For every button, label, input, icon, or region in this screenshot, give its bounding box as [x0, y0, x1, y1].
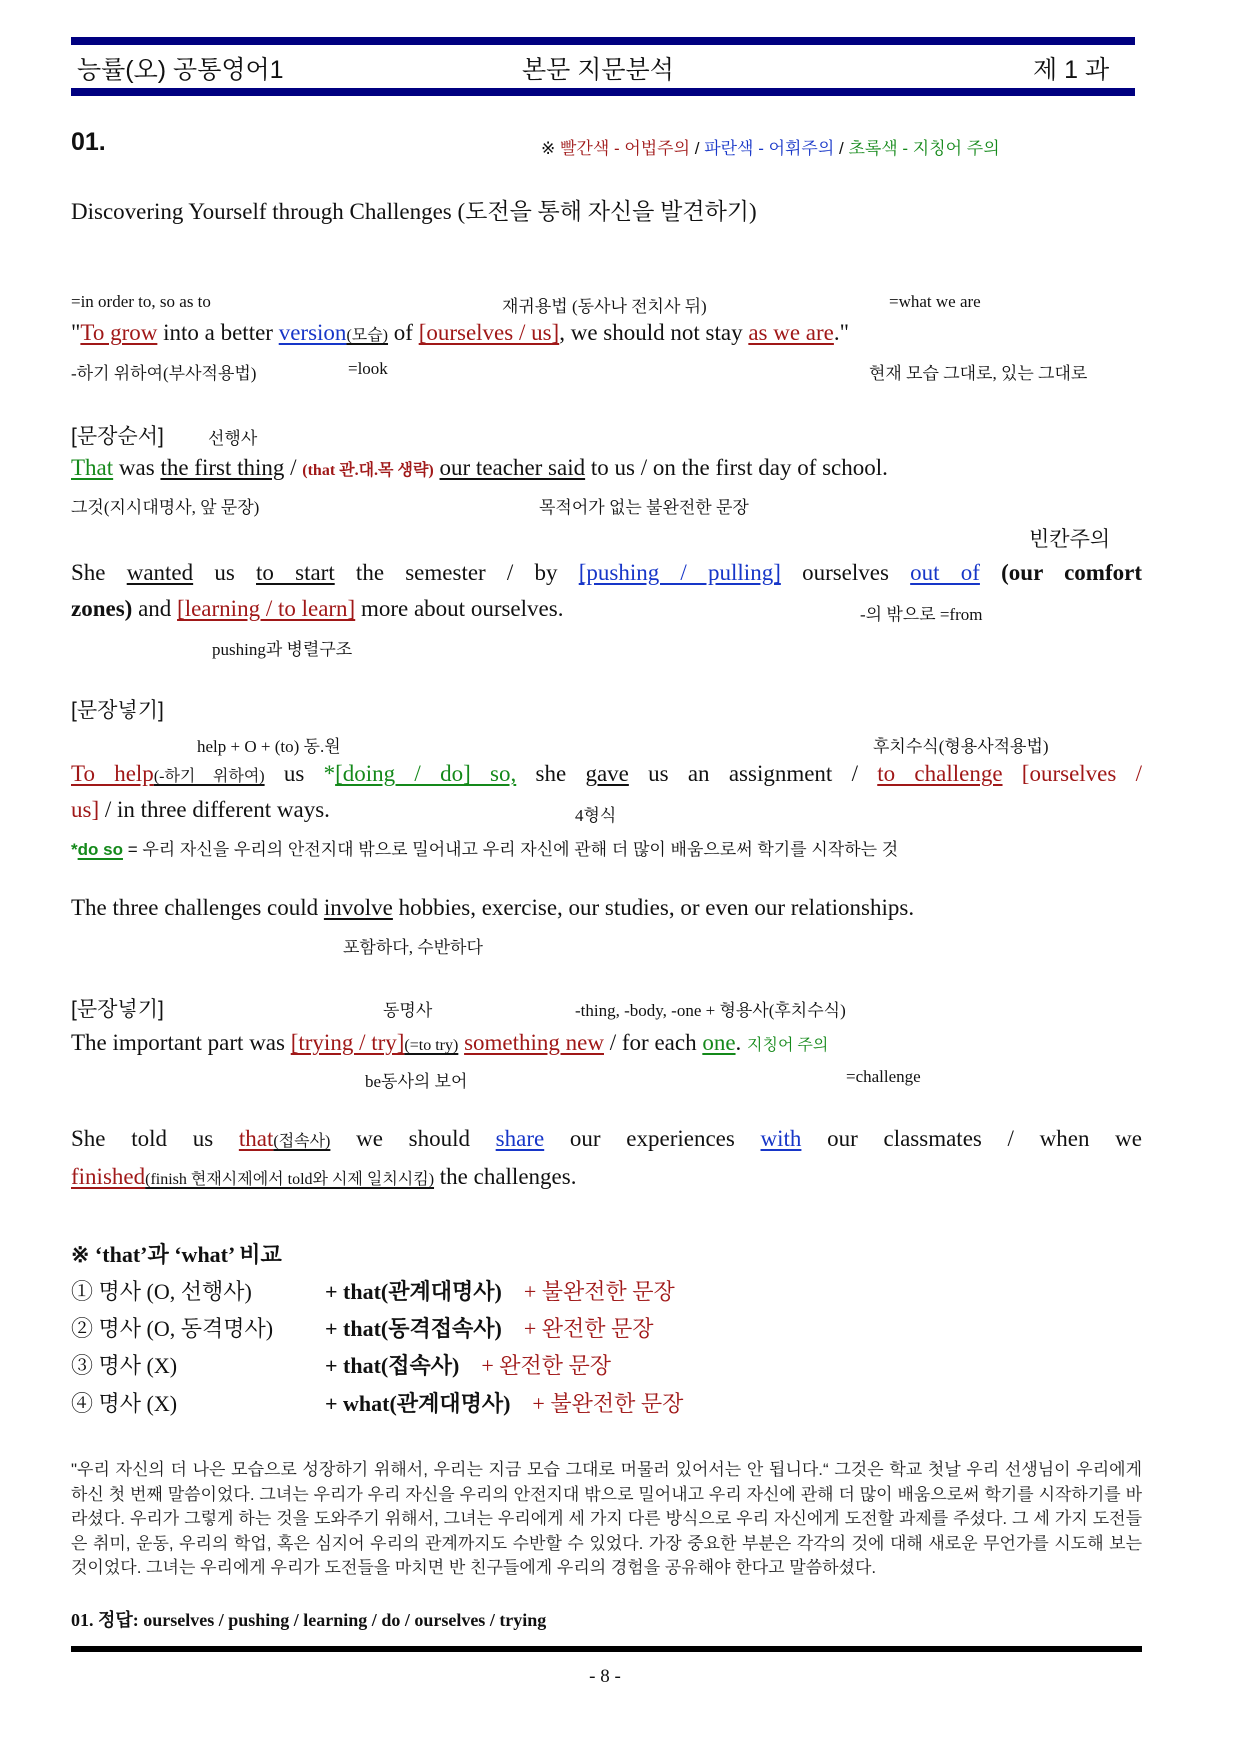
sentence-7-line-1: [71, 1126, 1142, 1152]
compare-result: + 불완전한 문장: [523, 1279, 675, 1304]
text-segment: (모습): [346, 327, 389, 344]
annotation: 4형식: [575, 806, 617, 825]
annotation: 선행사: [208, 429, 258, 448]
sentence-3-line-2: [71, 596, 563, 622]
text-segment: [pushing / pulling]: [578, 560, 781, 585]
text-segment: [ourselves / us]: [418, 320, 560, 345]
text-segment: [learning / to learn]: [177, 596, 356, 621]
sentence-6: [71, 1030, 828, 1056]
text-segment: [ourselves /: [1002, 761, 1142, 786]
text-segment: something new: [464, 1030, 604, 1055]
text-segment: us]: [71, 797, 100, 822]
compare-result: + 불완전한 문장: [532, 1391, 684, 1416]
compare-connector: + what(관계대명사): [325, 1391, 511, 1416]
passage-title: Discovering Yourself through Challenges (도전을 통해 자신을 발견하기): [71, 199, 757, 224]
text-segment: zones): [71, 596, 133, 621]
compare-title: ※ ‘that’과 ‘what’ 비교: [71, 1242, 282, 1267]
do-so-note: [71, 835, 898, 860]
annotation: pushing과 병렬구조: [212, 640, 353, 659]
header-bottom-rule: [71, 88, 1135, 96]
annotation: 재귀용법 (동사나 전치사 뒤): [502, 297, 707, 316]
text-segment: more about ourselves.: [355, 596, 564, 621]
text-segment: (our comfort: [979, 560, 1142, 585]
text-segment: our classmates / when we: [801, 1126, 1142, 1151]
text-segment: that: [238, 1126, 274, 1151]
text-segment: *: [323, 761, 336, 786]
text-segment: to us / on the first day of school.: [585, 455, 888, 480]
annotation: 후치수식(형용사적용법): [873, 737, 1049, 756]
text-segment: she: [516, 761, 586, 786]
annotation: -하기 위하여(부사적용법): [71, 364, 257, 383]
text-segment: was: [113, 455, 161, 480]
annotation: =in order to, so as to: [71, 292, 211, 311]
annotation: 동명사: [383, 1001, 433, 1020]
text-segment: ourselves: [780, 560, 911, 585]
passage-number: 01.: [71, 128, 106, 156]
text-segment: (-하기 위하여): [153, 768, 265, 785]
text-segment: [doing / do] so,: [335, 761, 517, 786]
color-legend: [541, 134, 1000, 159]
text-segment: /: [690, 139, 705, 158]
text-segment: as we are: [748, 320, 834, 345]
annotation: 현재 모습 그대로, 있는 그대로: [869, 364, 1088, 383]
annotation: =look: [348, 359, 388, 378]
text-segment: us: [193, 560, 257, 585]
text-segment: us an assignment /: [628, 761, 878, 786]
text-segment: / in three different ways.: [99, 797, 330, 822]
page-number: - 8 -: [589, 1666, 621, 1687]
text-segment: 빨간색 - 어법주의: [559, 139, 691, 158]
text-segment: we should: [330, 1126, 496, 1151]
sentence-7-line-2: [71, 1164, 576, 1190]
compare-row: [71, 1275, 675, 1306]
compare-noun: ① 명사 (O, 선행사): [71, 1279, 252, 1304]
sentence-4-line-1: [71, 761, 1142, 787]
sentence-1: [71, 320, 849, 346]
text-segment: = 우리 자신을 우리의 안전지대 밖으로 밀어내고 우리 자신에 관해 더 많이 배움으로써 학기를 시작하는 것: [122, 840, 899, 859]
compare-connector: + that(관계대명사): [325, 1279, 502, 1304]
text-segment: 파란색 - 어휘주의: [704, 139, 835, 158]
sentence-2: [71, 455, 888, 481]
compare-result: + 완전한 문장: [523, 1316, 654, 1341]
annotation: -의 밖으로 =from: [860, 605, 983, 624]
text-segment: wanted: [126, 560, 194, 585]
annotation-blank-note: 빈칸주의: [1029, 527, 1111, 551]
text-segment: do so: [77, 840, 123, 859]
text-segment: into a better: [157, 320, 279, 345]
text-segment: The three challenges could: [71, 895, 324, 920]
text-segment: To help: [71, 761, 154, 786]
footer-rule: [71, 1646, 1142, 1652]
text-segment: share: [495, 1126, 545, 1151]
annotation: -thing, -body, -one + 형용사(후치수식): [575, 1001, 846, 1020]
text-segment: (finish 현재시제에서 told와 시제 일치시킴): [145, 1171, 435, 1188]
compare-noun: ③ 명사 (X): [71, 1353, 178, 1378]
annotation: help + O + (to) 동.원: [197, 737, 341, 756]
annotation: 목적어가 없는 불완전한 문장: [539, 498, 749, 517]
text-segment: *: [71, 840, 78, 859]
annotation: =what we are: [889, 292, 981, 311]
korean-translation: "우리 자신의 더 나은 모습으로 성장하기 위해서, 우리는 지금 모습 그대로 머물러 있어서는 안 됩니다.“ 그것은 학교 첫날 우리 선생님이 우리에게 하신 첫 번째 말씀이었다. 그녀는 우리가 우리 자신을 우리의 안전지대 밖으로 밀어내고 우리 자신에 관해 더 많이 배움으로써 학기를 시작하기를 바라셨다. 우리가 그렇게 하는 것을 도와주기 위해서, 그녀는 우리에게 세 가지 다른 방식으로 우리 자신에게 도전할 과제를 주셨다. 그 세 가지 도전들은 취미, 운동, 우리의 학업, 혹은 심지어 우리의 관계까지도 수반할 수 있었다. 가장 중요한 부분은 각각의 것에 대해 새로운 무언가를 시도해 보는 것이었다. 그녀는 우리에게 우리가 도전들을 마치면 반 친구들에게 우리의 경험을 공유해야 한다고 말씀하셨다.: [71, 1460, 1142, 1578]
text-segment: our teacher said: [439, 455, 586, 480]
text-segment: ※: [541, 139, 560, 158]
text-segment: 지칭어 주의: [747, 1037, 829, 1054]
compare-row: [71, 1312, 654, 1343]
annotation: 그것(지시대명사, 앞 문장): [71, 498, 260, 517]
text-segment: That: [71, 455, 114, 480]
text-segment: out of: [910, 560, 980, 585]
text-segment: [trying / try]: [290, 1030, 405, 1055]
text-segment: , we should not stay: [559, 320, 749, 345]
sentence-3-line-1: [71, 560, 1142, 586]
text-segment: .": [833, 320, 850, 345]
text-segment: (that 관.대.목 생략): [302, 462, 434, 479]
text-segment: involve: [323, 895, 393, 920]
text-segment: the first thing: [160, 455, 285, 480]
text-segment: / for each: [603, 1030, 703, 1055]
section-label-insert: [문장넣기]: [71, 699, 164, 722]
annotation: be동사의 보어: [365, 1072, 468, 1091]
text-segment: our experiences: [544, 1126, 761, 1151]
compare-result: + 완전한 문장: [481, 1353, 612, 1378]
annotation: 포함하다, 수반하다: [343, 938, 483, 957]
header-book-title: 능률(오) 공통영어1: [77, 56, 284, 84]
text-segment: the semester / by: [334, 560, 579, 585]
text-segment: /: [284, 455, 303, 480]
text-segment: and: [132, 596, 178, 621]
sentence-4-line-2: [71, 797, 330, 823]
text-segment: to challenge: [877, 761, 1003, 786]
text-segment: (=to try): [404, 1037, 459, 1054]
text-segment: To grow: [80, 320, 158, 345]
text-segment: finished: [71, 1164, 146, 1189]
text-segment: She: [71, 560, 127, 585]
compare-noun: ④ 명사 (X): [71, 1391, 178, 1416]
text-segment: to start: [256, 560, 335, 585]
compare-noun: ② 명사 (O, 동격명사): [71, 1316, 274, 1341]
text-segment: us: [264, 761, 324, 786]
text-segment: hobbies, exercise, our studies, or even our relationships.: [392, 895, 915, 920]
text-segment: .: [735, 1030, 748, 1055]
text-segment: the challenges.: [434, 1164, 577, 1189]
section-label-insert: [문장넣기]: [71, 998, 164, 1021]
header-section-title: 본문 지문분석: [522, 56, 674, 84]
text-segment: one: [702, 1030, 736, 1055]
compare-row: [71, 1387, 683, 1418]
compare-connector: + that(동격접속사): [325, 1316, 502, 1341]
header-top-rule: [71, 37, 1135, 45]
compare-connector: + that(접속사): [325, 1353, 460, 1378]
annotation: =challenge: [846, 1067, 921, 1086]
answer-key: 01. 정답: ourselves / pushing / learning / do / ourselves / trying: [71, 1610, 547, 1630]
text-segment: ": [71, 320, 81, 345]
text-segment: gave: [585, 761, 629, 786]
text-segment: The important part was: [71, 1030, 291, 1055]
text-segment: 초록색 - 지칭어 주의: [848, 139, 1000, 158]
header-lesson: 제 1 과: [1033, 56, 1110, 84]
section-label-order: [문장순서]: [71, 425, 164, 448]
sentence-5: [71, 895, 914, 921]
compare-row: [71, 1349, 611, 1380]
text-segment: of: [388, 320, 419, 345]
text-segment: She told us: [71, 1126, 239, 1151]
text-segment: /: [834, 139, 849, 158]
text-segment: (접속사): [273, 1133, 331, 1150]
text-segment: version: [278, 320, 347, 345]
text-segment: with: [760, 1126, 802, 1151]
